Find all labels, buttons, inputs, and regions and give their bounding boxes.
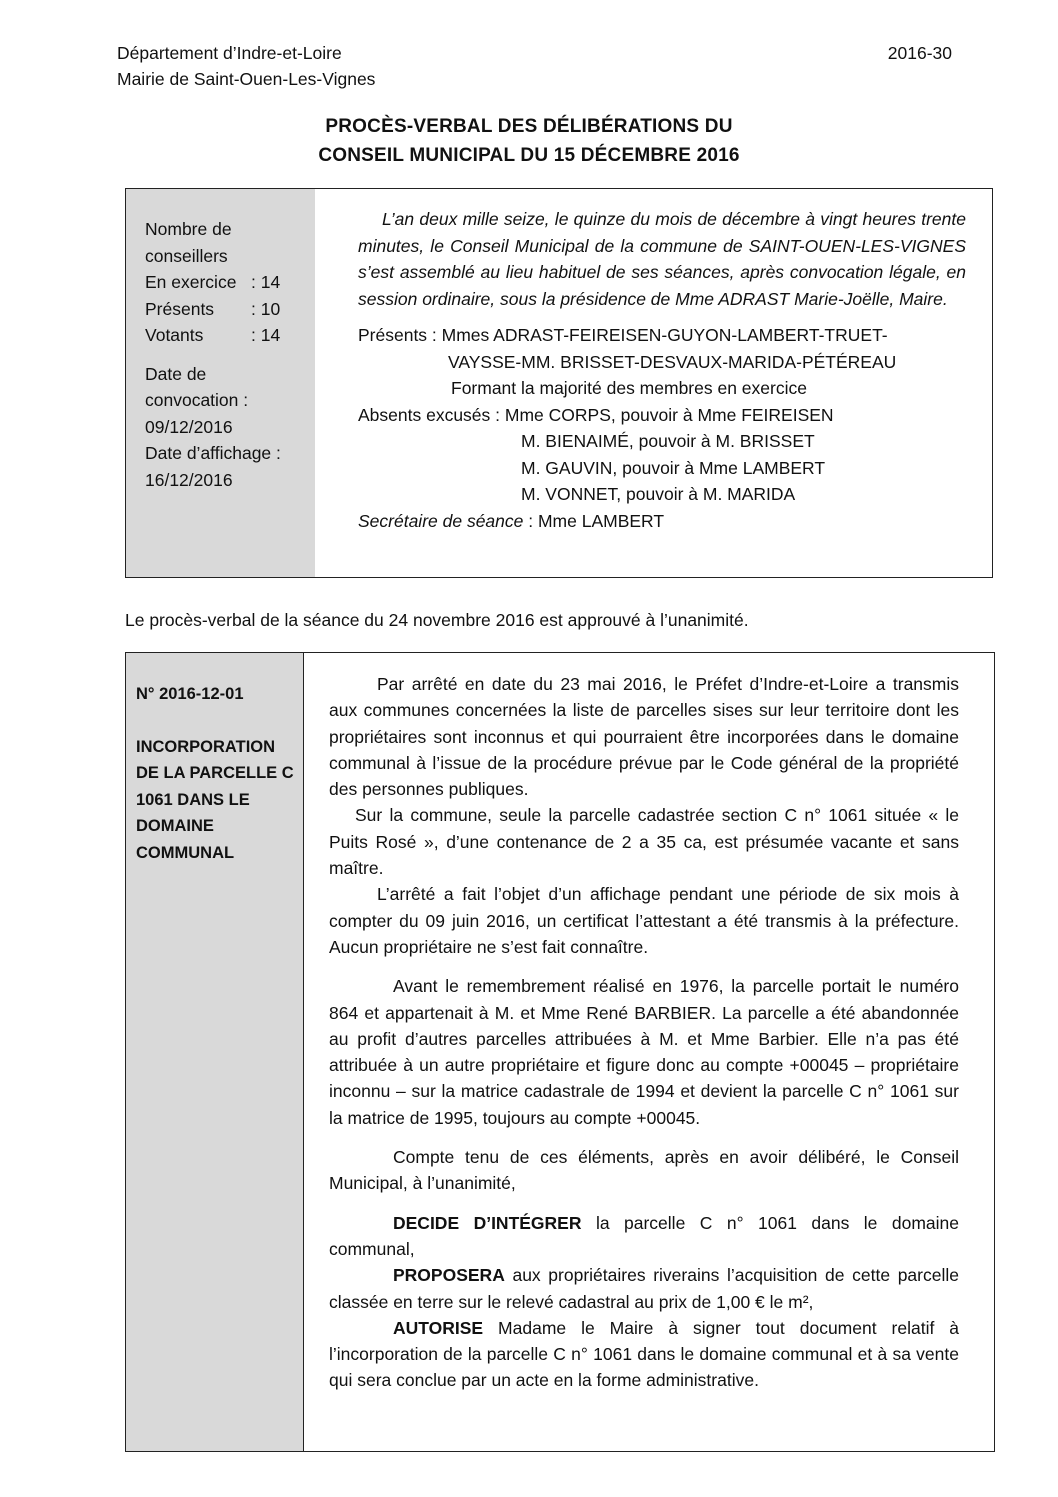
presents-value: : 10 xyxy=(251,298,281,319)
department-name: Département d’Indre-et-Loire xyxy=(117,43,342,63)
nombre-label-1: Nombre de xyxy=(145,219,232,239)
decision-2 xyxy=(329,1262,959,1315)
affichage-label: Date d’affichage : xyxy=(145,443,281,463)
convocation-label-2: convocation : xyxy=(145,390,249,410)
exercice-count xyxy=(145,269,281,296)
presents-line-2: VAYSSE-MM. BRISSET-DESVAUX-MARIDA-PÉTÉREAU xyxy=(448,351,897,372)
decision-1-text: la parcelle C n° 1061 dans le domaine communal, xyxy=(329,1212,959,1259)
secretaire-line xyxy=(358,508,966,535)
session-sidebar xyxy=(126,189,315,577)
deliberation-sidebar xyxy=(126,653,304,1451)
paragraph-4: Avant le remembrement réalisé en 1976, la parcelle portait le numéro 864 et appartenait à M. et Mme René BARBIER. La parcelle a été abandonnée au profit d’autres parcelles attribuées à M. et Mme Barbier. Elle n’a pas été attribuée à un autre propriétaire et figure donc au compte +00045 – propriétaire inconnu – sur la matrice cadastrale de 1994 et devient la parcelle C n° 1061 sur la matrice de 1995, toujours au compte +00045. xyxy=(329,976,959,1128)
decision-2-keyword: PROPOSERA xyxy=(393,1265,505,1286)
exercice-value: : 14 xyxy=(251,272,281,292)
presents-count xyxy=(145,296,281,323)
approval-statement: Le procès-verbal de la séance du 24 novembre 2016 est approuvé à l’unanimité. xyxy=(125,610,749,630)
presents-label: Présents xyxy=(145,298,215,319)
paragraph-1: Par arrêté en date du 23 mai 2016, le Préfet d’Indre-et-Loire a transmis aux communes concernées la liste de parcelles sises sur leur territoire dont les propriétaires sont inconnus et qui pourraient être incorporées dans le domaine communal à l’issue de la procédure prévue par le Code général de la propriété des personnes publiques. xyxy=(329,674,959,800)
decision-1 xyxy=(329,1210,959,1263)
paragraph-2: Sur la commune, seule la parcelle cadastrée section C n° 1061 située « le Puits Rosé », d’une contenance de 2 a 35 ca, est présumée vacante et sans maître. xyxy=(329,805,959,879)
convocation-label-1: Date de xyxy=(145,363,207,384)
page-title xyxy=(0,112,1058,170)
absents-line-1: Absents excusés : Mme CORPS, pouvoir à Mme FEIREISEN xyxy=(358,404,834,425)
votants-label: Votants xyxy=(145,325,204,345)
decision-3-text: Madame le Maire à signer tout document relatif à l’incorporation de la parcelle C n° 1061 dans le domaine communal et à sa vente qui sera conclue par un acte en la forme administrative. xyxy=(329,1317,959,1391)
deliberation-box xyxy=(125,652,995,1452)
deliberation-body xyxy=(329,671,959,1394)
absents-line-4: M. VONNET, pouvoir à M. MARIDA xyxy=(521,484,796,504)
decision-3-keyword: AUTORISE xyxy=(393,1317,484,1338)
mairie-name: Mairie de Saint-Ouen-Les-Vignes xyxy=(117,69,376,89)
presents-line-1: Présents : Mmes ADRAST-FEIREISEN-GUYON-LAMBERT-TRUET- xyxy=(358,325,888,345)
document-reference: 2016-30 xyxy=(887,43,952,63)
absents-line-2: M. BIENAIMÉ, pouvoir à M. BRISSET xyxy=(521,431,815,451)
document-header xyxy=(117,40,375,92)
votants-value: : 14 xyxy=(251,325,281,345)
secretaire-label: Secrétaire de séance xyxy=(358,510,524,531)
majority-line: Formant la majorité des membres en exercice xyxy=(451,378,807,398)
deliberation-number: N° 2016-12-01 xyxy=(136,685,244,703)
affichage-date: 16/12/2016 xyxy=(145,469,233,490)
session-details xyxy=(358,206,966,534)
absents-line-3: M. GAUVIN, pouvoir à Mme LAMBERT xyxy=(521,457,826,478)
votants-count xyxy=(145,322,281,349)
exercice-label: En exercice xyxy=(145,272,237,292)
session-info-box xyxy=(125,188,993,578)
decision-3 xyxy=(329,1315,959,1394)
paragraph-5: Compte tenu de ces éléments, après en avoir délibéré, le Conseil Municipal, à l’unanimité, xyxy=(329,1147,959,1194)
attendance-list xyxy=(358,322,966,534)
decision-1-keyword: DECIDE D’INTÉGRER xyxy=(393,1212,582,1233)
decision-2-text: aux propriétaires riverains l’acquisition de cette parcelle classée en terre sur le relevé cadastral au prix de 1,00 € le m², xyxy=(329,1265,959,1312)
session-intro: L’an deux mille seize, le quinze du mois de décembre à vingt heures trente minutes, le Conseil Municipal de la commune de SAINT-OUEN-LES-VIGNES s’est assemblé au lieu habituel de ses séances, après convocation légale, en session ordinaire, sous la présidence de Mme ADRAST Marie-Joëlle, Maire. xyxy=(358,209,966,309)
title-line-1: PROCÈS-VERBAL DES DÉLIBÉRATIONS DU xyxy=(325,116,733,137)
title-line-2: CONSEIL MUNICIPAL DU 15 DÉCEMBRE 2016 xyxy=(318,145,740,166)
secretaire-value: : Mme LAMBERT xyxy=(523,510,665,531)
nombre-label-2: conseillers xyxy=(145,245,228,266)
paragraph-3: L’arrêté a fait l’objet d’un affichage pendant une période de six mois à compter du 09 juin 2016, un certificat l’attestant a été transmis à la préfecture. Aucun propriétaire ne s’est fait connaître. xyxy=(329,884,959,957)
deliberation-title: INCORPORATION DE LA PARCELLE C 1061 DANS LE DOMAINE COMMUNAL xyxy=(136,737,294,862)
convocation-date: 09/12/2016 xyxy=(145,416,233,437)
